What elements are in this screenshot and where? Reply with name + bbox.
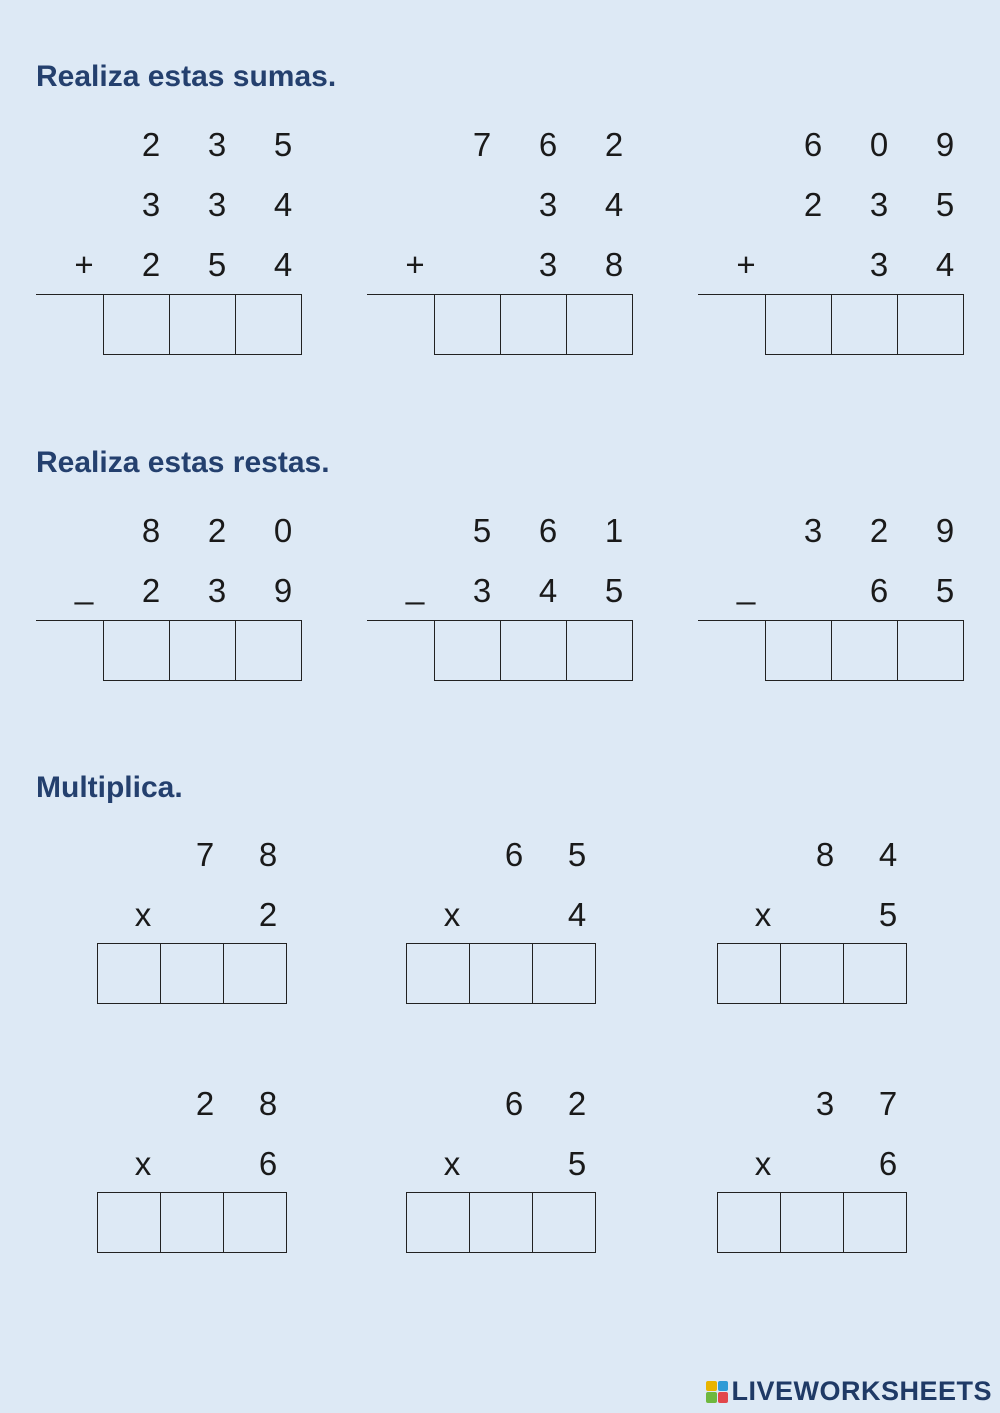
answer-boxes	[717, 1192, 907, 1253]
answer-box[interactable]	[223, 943, 287, 1004]
digit: 3	[207, 186, 227, 223]
answer-box[interactable]	[169, 620, 236, 681]
answer-boxes	[717, 943, 907, 1004]
times-sign: x	[754, 896, 772, 933]
answer-box[interactable]	[160, 943, 224, 1004]
digit	[793, 571, 833, 611]
plus-sign: +	[736, 246, 756, 283]
digit: 3	[141, 186, 161, 223]
digit: 8	[815, 836, 835, 873]
digit: 6	[803, 126, 823, 163]
digit: 0	[273, 512, 293, 549]
digit	[805, 1144, 845, 1184]
answer-boxes	[434, 620, 633, 681]
answer-boxes	[434, 294, 633, 355]
digit: 6	[538, 512, 558, 549]
mark-square	[718, 1392, 729, 1403]
digit: 5	[878, 896, 898, 933]
digit	[805, 895, 845, 935]
answer-box[interactable]	[765, 294, 832, 355]
digit: 3	[803, 512, 823, 549]
answer-box[interactable]	[843, 943, 907, 1004]
times-sign: x	[443, 1145, 461, 1182]
digit: 1	[604, 512, 624, 549]
digit: 4	[604, 186, 624, 223]
digit: 0	[869, 126, 889, 163]
answer-box[interactable]	[717, 1192, 781, 1253]
digit: 2	[141, 572, 161, 609]
digit: 6	[538, 126, 558, 163]
answer-box[interactable]	[469, 1192, 533, 1253]
answer-box[interactable]	[103, 620, 170, 681]
answer-box[interactable]	[897, 294, 964, 355]
digit: 8	[604, 246, 624, 283]
answer-box[interactable]	[566, 620, 633, 681]
digit: 4	[273, 246, 293, 283]
digit: 5	[207, 246, 227, 283]
digit: 3	[472, 572, 492, 609]
digit: 4	[878, 836, 898, 873]
answer-boxes	[97, 943, 287, 1004]
digit: 6	[504, 1085, 524, 1122]
answer-box[interactable]	[434, 294, 501, 355]
minus-sign: _	[736, 568, 756, 605]
digit: 7	[195, 836, 215, 873]
digit: 2	[207, 512, 227, 549]
digit	[793, 245, 833, 285]
answer-box[interactable]	[469, 943, 533, 1004]
answer-box[interactable]	[717, 943, 781, 1004]
answer-box[interactable]	[160, 1192, 224, 1253]
answer-box[interactable]	[169, 294, 236, 355]
digit: 2	[195, 1085, 215, 1122]
digit: 2	[869, 512, 889, 549]
mark-square	[706, 1381, 717, 1392]
answer-boxes	[103, 294, 302, 355]
answer-box[interactable]	[897, 620, 964, 681]
digit: 2	[604, 126, 624, 163]
logo-text: LIVEWORKSHEETS	[731, 1376, 992, 1406]
answer-box[interactable]	[532, 1192, 596, 1253]
answer-box[interactable]	[406, 943, 470, 1004]
digit: 5	[567, 836, 587, 873]
digit	[494, 895, 534, 935]
digit: 7	[878, 1085, 898, 1122]
mark-square	[718, 1381, 729, 1392]
digit: 3	[815, 1085, 835, 1122]
plus-sign: +	[405, 246, 425, 283]
subtractions-title: Realiza estas restas.	[36, 446, 330, 479]
digit: 2	[258, 896, 278, 933]
minus-sign: _	[74, 568, 94, 605]
digit: 5	[273, 126, 293, 163]
digit: 8	[258, 836, 278, 873]
digit	[462, 245, 502, 285]
answer-box[interactable]	[97, 943, 161, 1004]
digit: 3	[869, 186, 889, 223]
answer-box[interactable]	[831, 294, 898, 355]
digit: 5	[604, 572, 624, 609]
digit: 4	[567, 896, 587, 933]
digit: 9	[935, 126, 955, 163]
sums-title: Realiza estas sumas.	[36, 60, 337, 93]
digit: 9	[273, 572, 293, 609]
digit: 7	[472, 126, 492, 163]
times-sign: x	[134, 896, 152, 933]
answer-box[interactable]	[97, 1192, 161, 1253]
digit: 3	[538, 246, 558, 283]
answer-boxes	[406, 943, 596, 1004]
liveworksheets-mark-icon	[706, 1381, 728, 1403]
digit: 5	[567, 1145, 587, 1182]
digit: 2	[141, 126, 161, 163]
times-sign: x	[134, 1145, 152, 1182]
answer-boxes	[97, 1192, 287, 1253]
answer-box[interactable]	[780, 943, 844, 1004]
answer-box[interactable]	[831, 620, 898, 681]
answer-box[interactable]	[223, 1192, 287, 1253]
answer-box[interactable]	[765, 620, 832, 681]
digit	[494, 1144, 534, 1184]
mark-square	[706, 1392, 717, 1403]
multiply-title: Multiplica.	[36, 771, 183, 804]
digit: 6	[878, 1145, 898, 1182]
digit: 4	[935, 246, 955, 283]
digit: 5	[935, 186, 955, 223]
digit: 4	[273, 186, 293, 223]
answer-box[interactable]	[532, 943, 596, 1004]
digit: 8	[258, 1085, 278, 1122]
digit: 3	[538, 186, 558, 223]
answer-box[interactable]	[780, 1192, 844, 1253]
answer-boxes	[406, 1192, 596, 1253]
answer-box[interactable]	[843, 1192, 907, 1253]
digit: 3	[869, 246, 889, 283]
digit: 5	[935, 572, 955, 609]
digit: 2	[567, 1085, 587, 1122]
digit: 9	[935, 512, 955, 549]
digit: 2	[141, 246, 161, 283]
digit: 6	[869, 572, 889, 609]
digit: 2	[803, 186, 823, 223]
digit: 6	[258, 1145, 278, 1182]
digit: 8	[141, 512, 161, 549]
answer-box[interactable]	[434, 620, 501, 681]
times-sign: x	[443, 896, 461, 933]
plus-sign: +	[74, 246, 94, 283]
minus-sign: _	[405, 568, 425, 605]
digit	[185, 1144, 225, 1184]
answer-box[interactable]	[406, 1192, 470, 1253]
times-sign: x	[754, 1145, 772, 1182]
liveworksheets-logo	[706, 1376, 992, 1407]
digit	[462, 185, 502, 225]
digit: 3	[207, 572, 227, 609]
answer-box[interactable]	[500, 620, 567, 681]
digit: 3	[207, 126, 227, 163]
answer-boxes	[765, 620, 964, 681]
answer-box[interactable]	[500, 294, 567, 355]
answer-box[interactable]	[235, 294, 302, 355]
answer-boxes	[765, 294, 964, 355]
digit: 5	[472, 512, 492, 549]
digit: 4	[538, 572, 558, 609]
answer-box[interactable]	[235, 620, 302, 681]
digit	[185, 895, 225, 935]
digit: 6	[504, 836, 524, 873]
answer-box[interactable]	[103, 294, 170, 355]
answer-boxes	[103, 620, 302, 681]
answer-box[interactable]	[566, 294, 633, 355]
